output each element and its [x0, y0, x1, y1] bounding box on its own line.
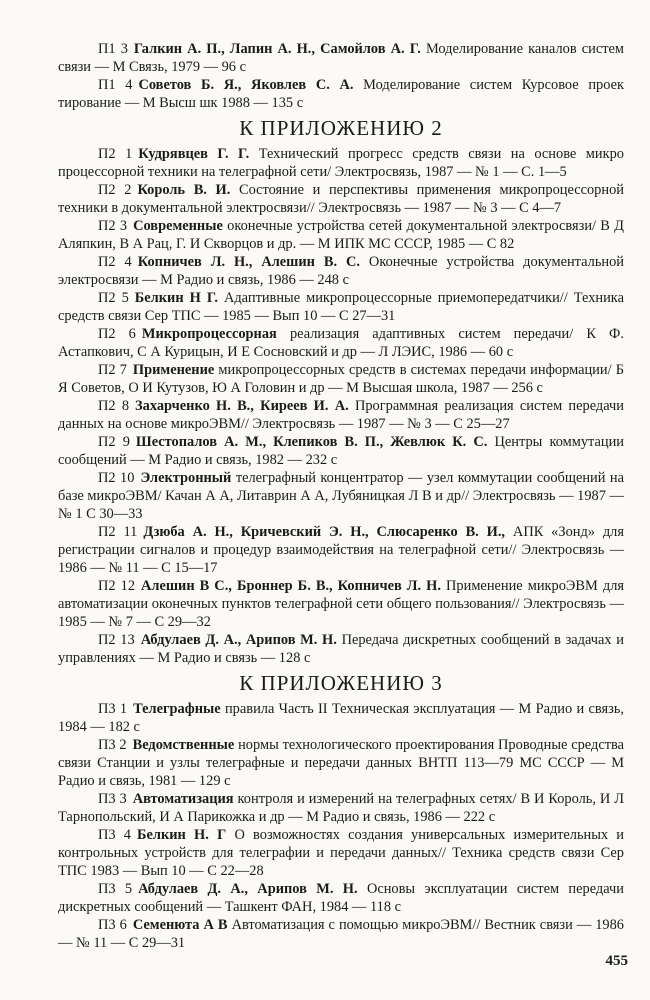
reference-text: правила Часть II Техническая эксплуатация — М Радио и связь, 1984 — 182 с: [58, 701, 624, 735]
reference-authors: Король В. И.: [137, 182, 231, 198]
reference-entry: [58, 631, 624, 667]
reference-entry: [58, 181, 624, 217]
reference-text: Центры коммутации сообщений — М Радио и связь, 1982 — 232 с: [58, 434, 624, 468]
reference-authors: Белкин Н. Г: [137, 827, 227, 843]
reference-text: Адаптивные микропроцессорные приемопередатчики// Техника средств связи Сер ТПС — 1985 — Вып 10 — С 27—31: [58, 290, 624, 324]
reference-entry: [58, 700, 624, 736]
reference-authors: Применение: [132, 362, 215, 378]
reference-text: телеграфный концентратор — узел коммутации сообщений на базе микроЭВМ/ Качан А А, Литаврин А А, Лубяницкая Л В и др// Электросвязь — 1987 — № 1 С 30—33: [58, 470, 624, 522]
reference-text: оконечные устройства сетей документальной электросвязи/ В Д Аляпкин, В А Рац, Г. И Скворцов и др. — М ИПК МС СССР, 1985 — С 82: [58, 218, 624, 252]
section-heading: К ПРИЛОЖЕНИЮ 3: [239, 671, 443, 695]
reference-code: П2 8: [98, 398, 130, 414]
reference-text: Моделирование каналов систем связи — М Связь, 1979 — 96 с: [58, 41, 624, 75]
reference-text: Программная реализация систем передачи данных на основе микроЭВМ// Электросвязь — 1987 — № 3 — С 25—27: [58, 398, 624, 432]
reference-text: Передача дискретных сообщений в задачах и управлениях — М Радио и связь — 128 с: [58, 632, 624, 666]
reference-authors: Дзюба А. Н., Кричевский Э. Н., Слюсаренко В. И.,: [143, 524, 506, 540]
reference-code: П2 7: [98, 362, 127, 378]
reference-authors: Электронный: [140, 470, 232, 486]
reference-authors: Советов Б. Я., Яковлев С. А.: [138, 77, 354, 93]
reference-code: П2 12: [98, 578, 136, 594]
reference-authors: Галкин А. П., Лапин А. Н., Самойлов А. Г.: [133, 41, 421, 57]
reference-authors: Копничев Л. Н., Алешин В. С.: [137, 254, 360, 270]
reference-text: Моделирование систем Курсовое проек тирование — М Высш шк 1988 — 135 с: [58, 77, 624, 111]
reference-authors: Белкин Н Г.: [134, 290, 218, 306]
reference-authors: Микропроцессорная: [141, 326, 277, 342]
reference-entry: [58, 826, 624, 880]
reference-text: микропроцессорных средств в системах передачи информации/ Б Я Советов, О И Кутузов, Ю А Головин и др — М Высшая школа, 1987 — 256 с: [58, 362, 624, 396]
reference-entry: [58, 397, 624, 433]
reference-code: П2 3: [98, 218, 128, 234]
reference-code: П3 5: [98, 881, 133, 897]
reference-code: П2 10: [98, 470, 135, 486]
reference-code: П1 3: [98, 41, 128, 57]
reference-code: П2 2: [98, 182, 132, 198]
reference-code: П3 3: [98, 791, 127, 807]
reference-entry: [58, 736, 624, 790]
reference-entry: [58, 145, 624, 181]
reference-authors: Шестопалов А. М., Клепиков В. П., Жевлюк К. С.: [135, 434, 488, 450]
reference-entry: [58, 790, 624, 826]
reference-text: нормы технологического проектирования Проводные средства связи Станции и узлы телеграфные и передачи данных ВНТП 113—79 МС СССР — М Радио и связь, 1981 — 129 с: [58, 737, 624, 789]
reference-code: П3 6: [98, 917, 127, 933]
reference-code: П3 4: [98, 827, 131, 843]
reference-authors: Абдулаев Д. А., Арипов М. Н.: [138, 881, 358, 897]
reference-entry: [58, 523, 624, 577]
reference-code: П2 5: [98, 290, 129, 306]
reference-entry: [58, 469, 624, 523]
reference-text: О возможностях создания универсальных измерительных и контрольных устройств для телеграфии и передачи данных// Техника средств связи Сер ТПС 1983 — Вып 10 — С 22—28: [58, 827, 624, 879]
reference-text: Основы эксплуатации систем передачи дискретных сообщений — Ташкент ФАН, 1984 — 118 с: [58, 881, 624, 915]
reference-entry: [58, 289, 624, 325]
reference-authors: Современные: [133, 218, 223, 234]
reference-entry: [58, 433, 624, 469]
reference-authors: Семенюта А В: [132, 917, 228, 933]
reference-code: П3 2: [98, 737, 127, 753]
reference-authors: Телеграфные: [133, 701, 221, 717]
reference-text: Применение микроЭВМ для автоматизации оконечных пунктов телеграфной сети общего пользования// Электросвязь — 1985 — № 7 — С 29—32: [58, 578, 624, 630]
reference-authors: Кудрявцев Г. Г.: [138, 146, 250, 162]
reference-entry: [58, 577, 624, 631]
reference-code: П2 11: [98, 524, 138, 540]
reference-code: П2 13: [98, 632, 135, 648]
reference-code: П2 4: [98, 254, 132, 270]
reference-authors: Захарченко Н. В., Киреев И. А.: [135, 398, 349, 414]
reference-text: Технический прогресс средств связи на основе микро процессорной техники на телеграфной сети/ Электросвязь, 1987 — № 1 — С. 1—5: [58, 146, 624, 180]
reference-text: Состояние и перспективы применения микропроцессорной техники в документальной электросвязи// Электросвязь — 1987 — № 3 — С 4—7: [58, 182, 624, 216]
reference-entry: [58, 880, 624, 916]
reference-code: П1 4: [98, 77, 133, 93]
reference-text: АПК «Зонд» для регистрации сигналов и процедур взаимодействия на телеграфной сети// Электросвязь — 1986 — № 11 — С 15—17: [58, 524, 624, 576]
reference-authors: Алешин В С., Броннер Б. В., Копничев Л. Н.: [141, 578, 441, 594]
reference-entry: [58, 361, 624, 397]
reference-code: П2 9: [98, 434, 130, 450]
reference-entry: [58, 253, 624, 289]
reference-entry: [58, 217, 624, 253]
reference-authors: Автоматизация: [132, 791, 234, 807]
reference-entry: [58, 40, 624, 76]
reference-authors: Ведомственные: [132, 737, 235, 753]
reference-code: П2 6: [98, 326, 136, 342]
bibliography-list: [58, 40, 624, 952]
reference-code: П2 1: [98, 146, 133, 162]
reference-text: реализация адаптивных систем передачи/ К Ф. Астапкович, С А Курицын, И Е Сосновский и др — Л ЛЭИС, 1986 — 60 с: [58, 326, 624, 360]
reference-text: контроля и измерений на телеграфных сетях/ В И Король, И Л Тарнопольский, И А Парикожка и др — М Радио и связь, 1986 — 222 с: [58, 791, 624, 825]
reference-text: Автоматизация с помощью микроЭВМ// Вестник связи — 1986 — № 11 — С 29—31: [58, 917, 625, 951]
page-number: 455: [605, 953, 628, 969]
reference-entry: [58, 916, 624, 952]
reference-authors: Абдулаев Д. А., Арипов М. Н.: [140, 632, 337, 648]
reference-entry: [58, 76, 624, 112]
reference-text: Оконечные устройства документальной электросвязи — М Радио и связь, 1986 — 248 с: [58, 254, 625, 288]
reference-code: П3 1: [98, 701, 128, 717]
reference-entry: [58, 325, 624, 361]
section-heading: К ПРИЛОЖЕНИЮ 2: [239, 116, 443, 140]
